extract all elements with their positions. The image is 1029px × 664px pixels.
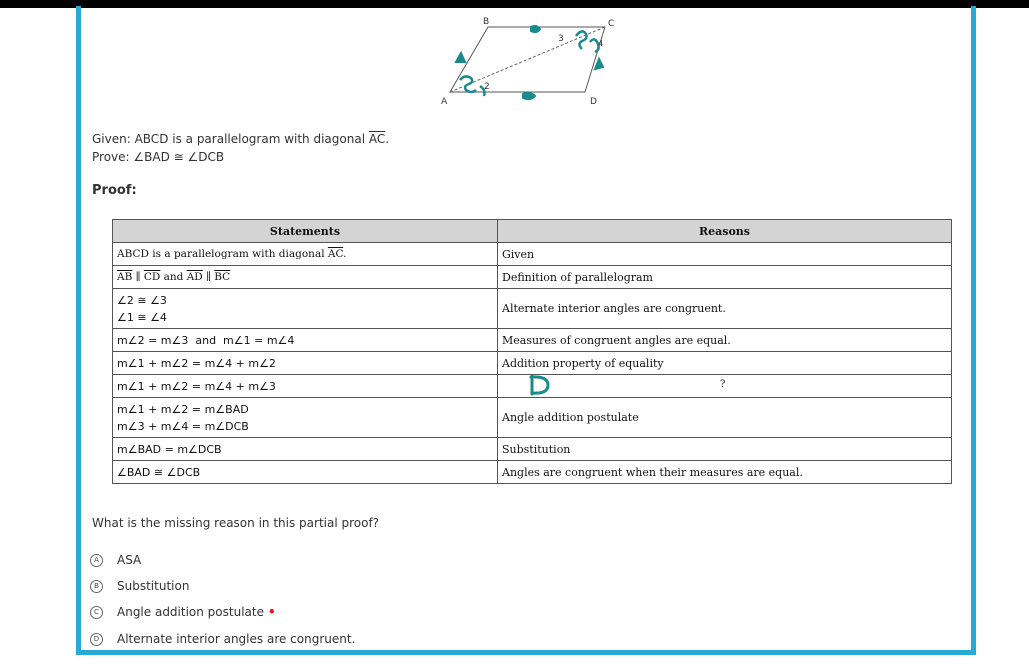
statement-cell — [113, 398, 498, 438]
handwritten-arc-c — [590, 39, 599, 52]
proof-row-2 — [113, 266, 952, 289]
proof-row-1 — [113, 243, 952, 266]
segment-cd: $\overline{CD}$ — [143, 271, 161, 283]
statement-period: . — [343, 248, 347, 260]
parallel-arrow-mark-cd — [595, 59, 603, 69]
proof-title: Proof: — [92, 183, 137, 198]
red-marker-dot: • — [267, 605, 276, 619]
statement-line: ∠1 ≅ ∠4 — [117, 310, 167, 324]
reason-cell: Substitution — [498, 438, 952, 461]
statement-text: ABCD is a parallelogram with diagonal — [117, 248, 328, 260]
proof-table — [112, 219, 952, 484]
parallel-symbol: ∥ — [202, 271, 215, 283]
statement-line: ∠2 ≅ ∠3 — [117, 293, 167, 307]
given-text: Given: ABCD is a parallelogram with diagonal — [92, 132, 369, 146]
given-period: . — [385, 132, 390, 146]
angle-4-label: 4 — [598, 39, 604, 48]
reason-cell: Addition property of equality — [498, 352, 952, 375]
handwritten-squiggle-a — [460, 76, 476, 92]
choice-a-label: ASA — [117, 553, 142, 567]
vertex-b-label: B — [483, 17, 490, 27]
statement-cell: m∠1 + m∠2 = m∠4 + m∠3 — [113, 375, 498, 398]
statement-cell: ∠BAD ≅ ∠DCB — [113, 461, 498, 484]
angle-3-label: 3 — [558, 34, 564, 44]
segment-bc: $\overline{BC}$ — [214, 271, 231, 283]
statements-header: Statements — [113, 220, 498, 243]
and-word: and — [160, 271, 187, 283]
parallel-arrow-mark-ab — [456, 53, 465, 62]
choice-a[interactable] — [90, 553, 141, 567]
choice-d-label: Alternate interior angles are congruent. — [117, 632, 356, 646]
reason-cell: Given — [498, 243, 952, 266]
choice-b[interactable] — [90, 579, 189, 593]
vertex-a-label: A — [441, 97, 448, 107]
statement-line: m∠1 + m∠2 = m∠BAD — [117, 402, 249, 416]
choice-b-label: Substitution — [117, 579, 190, 593]
angle-2-label: 2 — [484, 82, 490, 92]
choice-c-bubble[interactable]: C — [90, 606, 103, 619]
choice-d[interactable] — [90, 632, 355, 646]
proof-row-8 — [113, 438, 952, 461]
given-statement — [92, 132, 389, 146]
proof-row-7 — [113, 398, 952, 438]
proof-row-4 — [113, 329, 952, 352]
choice-b-bubble[interactable]: B — [90, 580, 103, 593]
statement-cell: m∠2 = m∠3 and m∠1 = m∠4 — [113, 329, 498, 352]
vertex-d-label: D — [590, 97, 597, 107]
parallel-symbol: ∥ — [132, 271, 144, 283]
segment-ad: $\overline{AD}$ — [186, 271, 203, 283]
reason-cell: Angle addition postulate — [498, 398, 952, 438]
statement-cell — [113, 243, 498, 266]
parallelogram-diagram — [438, 14, 628, 109]
missing-reason-placeholder: ? — [720, 379, 726, 390]
missing-reason-cell — [498, 375, 952, 398]
choice-a-bubble[interactable]: A — [90, 554, 103, 567]
handwritten-squiggle-c — [576, 31, 587, 49]
choice-d-bubble[interactable]: D — [90, 633, 103, 646]
statement-cell — [113, 289, 498, 329]
question-text: What is the missing reason in this partial proof? — [92, 516, 380, 530]
reasons-header: Reasons — [498, 220, 952, 243]
reason-cell: Alternate interior angles are congruent. — [498, 289, 952, 329]
diagonal-ac — [450, 27, 605, 92]
proof-table-header — [113, 220, 952, 243]
choice-c-label: Angle addition postulate — [117, 605, 264, 619]
statement-segment: $\overline{AC}$ — [327, 248, 344, 260]
vertex-c-label: C — [608, 19, 615, 29]
reason-cell: Measures of congruent angles are equal. — [498, 329, 952, 352]
reason-cell: Angles are congruent when their measures are equal. — [498, 461, 952, 484]
proof-row-9 — [113, 461, 952, 484]
statement-cell — [113, 266, 498, 289]
segment-ab: $\overline{AB}$ — [117, 271, 133, 283]
reason-cell: Definition of parallelogram — [498, 266, 952, 289]
handwritten-d-mark — [528, 373, 552, 397]
statement-cell: m∠1 + m∠2 = m∠4 + m∠2 — [113, 352, 498, 375]
proof-row-3 — [113, 289, 952, 329]
statement-cell: m∠BAD = m∠DCB — [113, 438, 498, 461]
proof-row-6 — [113, 375, 952, 398]
proof-row-5 — [113, 352, 952, 375]
parallel-arrow-mark-bc — [531, 26, 540, 32]
statement-line: m∠3 + m∠4 = m∠DCB — [117, 419, 249, 433]
given-segment: $\overline{AC}$ — [368, 132, 386, 146]
prove-statement: Prove: ∠BAD ≅ ∠DCB — [92, 150, 225, 164]
choice-c[interactable] — [90, 605, 276, 619]
parallel-arrow-mark-ad — [523, 93, 535, 99]
